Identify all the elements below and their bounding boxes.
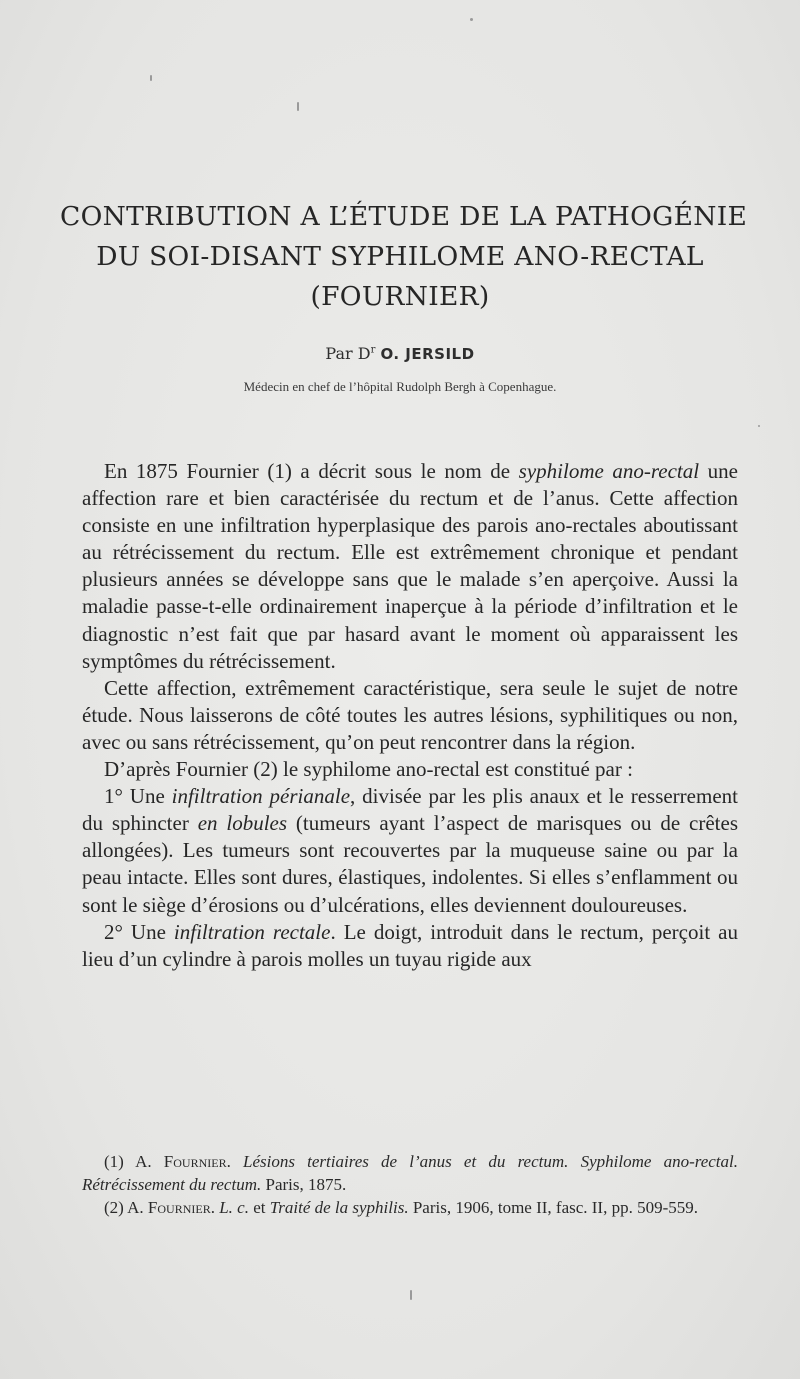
title-line-1: CONTRIBUTION A L’ÉTUDE DE LA PATHOGÉNIE [60,201,748,232]
author-prefix: Par D [325,344,371,363]
article-title [60,197,748,317]
author-prefix-sup: r [370,344,376,356]
scan-speck [410,1290,412,1300]
author-line [0,344,800,363]
footnote-2: (2) A. Fournier. L. c. et Traité de la syphilis. Paris, 1906, tome II, fasc. II, pp. 509-559. [104,1198,699,1217]
title-line-3: (FOURNIER) [310,281,490,312]
author-name: O. JERSILD [380,345,475,363]
scan-speck [297,102,299,111]
paragraph-4: 1° Une infiltration périanale, divisée par les plis anaux et le resserrement du sphincter en lobules (tumeurs ayant l’aspect de marisques ou de crêtes allongées). Les tumeurs sont recouvertes par la muqueuse saine ou par la peau intacte. Elles sont dures, élastiques, indolentes. Si elles s’enflamment ou sont le siège d’érosions ou d’ulcérations, elles deviennent douloureuses. [82,784,739,917]
paragraph-1: En 1875 Fournier (1) a décrit sous le nom de syphilome ano-rectal une affection rare et bien caractérisée du rectum et de l’anus. Cette affection consiste en une infiltration hyperplasique des parois ano-rectales aboutissant au rétrécissement du rectum. Elle est extrêmement chronique et pendant plusieurs années se développe sans que le malade s’en aperçoive. Aussi la maladie passe-t-elle ordinairement inaperçue à la période d’infiltration et le diagnostic n’est fait que par hasard avant le moment où apparaissent les symptômes du rétrécissement. [82,459,738,673]
scan-speck [758,425,760,427]
author-affiliation: Médecin en chef de l’hôpital Rudolph Bergh à Copenhague. [243,379,557,394]
scan-speck [150,75,152,81]
title-line-2: DU SOI-DISANT SYPHILOME ANO-RECTAL [96,241,704,272]
scan-speck [470,18,473,21]
paragraph-3: D’après Fournier (2) le syphilome ano-rectal est constitué par : [104,757,633,782]
footnote-1: (1) A. Fournier. Lésions tertiaires de l’anus et du rectum. Syphilome ano-rectal. Rétrécissement du rectum. Paris, 1875. [82,1152,738,1194]
article-body [82,458,738,973]
paragraph-2: Cette affection, extrêmement caractéristique, sera seule le sujet de notre étude. Nous laisserons de côté toutes les autres lésions, syphilitiques ou non, avec ou sans rétrécissement, qu’on peut rencontrer dans la région. [82,675,738,754]
paragraph-5: 2° Une infiltration rectale. Le doigt, introduit dans le rectum, perçoit au lieu d’un cylindre à parois molles un tuyau rigide aux [82,919,738,971]
footnotes [82,1150,738,1219]
